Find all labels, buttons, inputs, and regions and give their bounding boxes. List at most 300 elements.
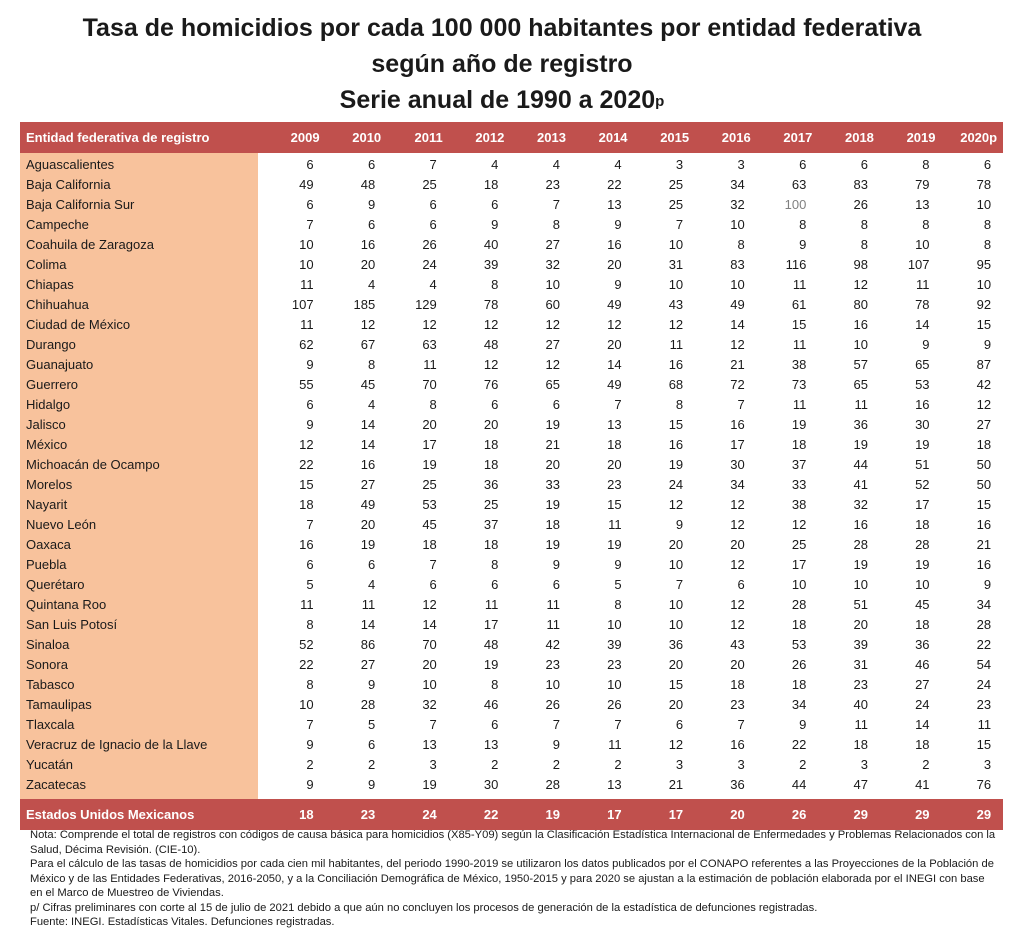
rate-cell: 16 <box>668 437 684 452</box>
table-row <box>20 155 1003 175</box>
rate-cell: 2 <box>491 757 499 772</box>
rate-cell: 11 <box>792 277 807 292</box>
rate-cell: 18 <box>791 677 807 692</box>
table-row <box>20 635 1003 655</box>
rate-cell: 12 <box>976 397 992 412</box>
rate-cell: 34 <box>791 697 807 712</box>
rate-cell: 11 <box>608 517 622 532</box>
entity-name-cell: Oaxaca <box>20 535 258 555</box>
rate-cell: 23 <box>730 697 745 712</box>
rate-cell: 8 <box>983 217 992 232</box>
rate-cell: 6 <box>429 197 437 212</box>
rate-cell: 22 <box>607 177 622 192</box>
rate-cell: 45 <box>360 377 376 392</box>
rate-cell: 23 <box>545 657 560 672</box>
entity-name-cell: Jalisco <box>20 415 258 435</box>
rate-cell: 6 <box>491 577 499 592</box>
entity-name-cell: Guanajuato <box>20 355 258 375</box>
rate-cell: 11 <box>546 597 560 612</box>
rate-cell: 21 <box>976 537 992 552</box>
rate-cell: 11 <box>300 597 314 612</box>
rate-cell: 26 <box>791 657 807 672</box>
rate-cell: 9 <box>306 357 314 372</box>
rate-cell: 20 <box>545 457 560 472</box>
rate-cell: 18 <box>422 537 437 552</box>
rate-cell: 10 <box>730 217 745 232</box>
total-rate-cell: 29 <box>915 807 930 822</box>
rate-cell: 18 <box>915 517 930 532</box>
rate-cell: 8 <box>367 357 376 372</box>
total-rate-cell: 29 <box>976 807 992 822</box>
rate-cell: 15 <box>607 497 622 512</box>
rate-cell: 14 <box>360 417 376 432</box>
rate-cell: 20 <box>668 697 684 712</box>
rate-cell: 11 <box>916 277 930 292</box>
table-row <box>20 315 1003 335</box>
rate-cell: 7 <box>429 157 437 172</box>
table-row <box>20 335 1003 355</box>
total-rate-cell: 22 <box>483 807 499 822</box>
rate-cell: 15 <box>668 677 684 692</box>
rate-cell: 7 <box>675 577 684 592</box>
rate-cell: 25 <box>422 177 437 192</box>
total-rate-cell: 19 <box>545 807 560 822</box>
rate-cell: 50 <box>976 457 992 472</box>
rate-cell: 3 <box>983 757 992 772</box>
rate-cell: 19 <box>545 417 560 432</box>
rate-cell: 12 <box>730 517 745 532</box>
rate-cell: 30 <box>730 457 745 472</box>
total-rate-cell: 18 <box>299 807 314 822</box>
rate-cell: 6 <box>306 557 314 572</box>
rate-cell: 7 <box>614 717 622 732</box>
rate-cell: 12 <box>730 617 745 632</box>
rate-cell: 12 <box>668 737 684 752</box>
table-row <box>20 195 1003 215</box>
rate-cell: 13 <box>607 417 622 432</box>
rate-cell: 12 <box>853 277 868 292</box>
rate-cell: 36 <box>730 777 745 792</box>
rate-cell: 98 <box>853 257 868 272</box>
rate-cell: 7 <box>552 717 560 732</box>
rate-cell: 87 <box>976 357 992 372</box>
rate-cell: 70 <box>422 637 437 652</box>
rate-cell: 12 <box>791 517 807 532</box>
table-row <box>20 715 1003 735</box>
rate-cell: 20 <box>853 617 868 632</box>
rate-cell: 4 <box>552 157 560 172</box>
header-year-cell: 2014 <box>598 130 628 145</box>
rate-cell: 20 <box>607 337 622 352</box>
rate-cell: 30 <box>483 777 499 792</box>
rate-cell: 27 <box>360 657 376 672</box>
rate-cell: 185 <box>353 297 376 312</box>
rate-cell: 14 <box>730 317 745 332</box>
rate-cell: 10 <box>853 337 868 352</box>
rate-cell: 9 <box>799 237 807 252</box>
entity-name-cell: Tabasco <box>20 675 258 695</box>
table-row <box>20 415 1003 435</box>
rate-cell: 4 <box>429 277 437 292</box>
rate-cell: 9 <box>799 717 807 732</box>
rate-cell: 11 <box>792 337 807 352</box>
rate-cell: 42 <box>545 637 560 652</box>
rate-cell: 18 <box>299 497 314 512</box>
rate-cell: 8 <box>614 597 622 612</box>
entity-name-cell: México <box>20 435 258 455</box>
rate-cell: 10 <box>607 677 622 692</box>
entity-name-cell: Quintana Roo <box>20 595 258 615</box>
rate-cell: 22 <box>299 457 314 472</box>
rate-cell: 7 <box>737 717 745 732</box>
rate-cell: 11 <box>977 717 992 732</box>
rate-cell: 28 <box>853 537 868 552</box>
rate-cell: 10 <box>668 277 684 292</box>
rate-cell: 5 <box>614 577 622 592</box>
rate-cell: 46 <box>915 657 930 672</box>
rate-cell: 4 <box>367 277 376 292</box>
rate-cell: 73 <box>791 377 807 392</box>
rate-cell: 24 <box>976 677 992 692</box>
rate-cell: 83 <box>730 257 745 272</box>
rate-cell: 6 <box>675 717 684 732</box>
total-label: Estados Unidos Mexicanos <box>26 807 195 822</box>
rate-cell: 2 <box>614 757 622 772</box>
entity-name-cell: Durango <box>20 335 258 355</box>
rate-cell: 31 <box>853 657 868 672</box>
rate-cell: 7 <box>675 217 684 232</box>
rate-cell: 21 <box>668 777 684 792</box>
rate-cell: 22 <box>791 737 807 752</box>
rate-cell: 8 <box>799 217 807 232</box>
rate-cell: 4 <box>614 157 622 172</box>
table-row <box>20 655 1003 675</box>
table-row <box>20 755 1003 775</box>
title-line-3 <box>0 82 1004 118</box>
rate-cell: 15 <box>791 317 807 332</box>
rate-cell: 107 <box>291 297 314 312</box>
rate-cell: 100 <box>784 197 807 212</box>
rate-cell: 10 <box>668 617 684 632</box>
table-row <box>20 575 1003 595</box>
rate-cell: 9 <box>491 217 499 232</box>
rate-cell: 7 <box>306 517 314 532</box>
rate-cell: 6 <box>552 577 560 592</box>
rate-cell: 14 <box>360 437 376 452</box>
rate-cell: 6 <box>737 577 745 592</box>
rate-cell: 6 <box>552 397 560 412</box>
rate-cell: 27 <box>545 337 560 352</box>
rate-cell: 10 <box>299 697 314 712</box>
table-row <box>20 375 1003 395</box>
total-rate-cell: 20 <box>730 807 745 822</box>
rate-cell: 19 <box>915 557 930 572</box>
entity-name-cell: Chihuahua <box>20 295 258 315</box>
rate-cell: 17 <box>483 617 499 632</box>
rate-cell: 6 <box>799 157 807 172</box>
total-rate-cell: 17 <box>668 807 684 822</box>
note-paragraph: Para el cálculo de las tasas de homicidios por cada cien mil habitantes, del periodo 1990-2019 se utilizaron los datos publicados por el CONAPO referentes a las Proyecciones de la Población de México y de las Entidades Federativas, 2016-2050, y a la Conciliación Demográfica de México, 1950-2015 y para 2020 se ajustan a la estimación de población elaborada por el INEGI con base en el Marco de Muestreo de Viviendas. <box>30 858 994 899</box>
rate-cell: 9 <box>983 337 992 352</box>
rate-cell: 32 <box>730 197 745 212</box>
table-row <box>20 695 1003 715</box>
rate-cell: 49 <box>360 497 376 512</box>
rate-cell: 16 <box>607 237 622 252</box>
rate-cell: 9 <box>922 337 930 352</box>
homicide-rate-table <box>20 122 1003 830</box>
rate-cell: 49 <box>730 297 745 312</box>
rate-cell: 80 <box>853 297 868 312</box>
rate-cell: 13 <box>607 777 622 792</box>
rate-cell: 13 <box>422 737 437 752</box>
rate-cell: 33 <box>791 477 807 492</box>
rate-cell: 78 <box>915 297 930 312</box>
rate-cell: 21 <box>545 437 560 452</box>
table-row <box>20 775 1003 795</box>
rate-cell: 23 <box>976 697 992 712</box>
rate-cell: 23 <box>607 657 622 672</box>
rate-cell: 9 <box>306 737 314 752</box>
entity-name-cell: Baja California Sur <box>20 195 258 215</box>
rate-cell: 6 <box>367 217 376 232</box>
rate-cell: 10 <box>915 577 930 592</box>
rate-cell: 36 <box>915 637 930 652</box>
rate-cell: 41 <box>853 477 868 492</box>
rate-cell: 25 <box>668 197 684 212</box>
rate-cell: 19 <box>422 777 437 792</box>
rate-cell: 52 <box>915 477 930 492</box>
rate-cell: 63 <box>422 337 437 352</box>
rate-cell: 2 <box>552 757 560 772</box>
rate-cell: 31 <box>668 257 684 272</box>
rate-cell: 18 <box>791 617 807 632</box>
rate-cell: 13 <box>915 197 930 212</box>
rate-cell: 65 <box>915 357 930 372</box>
rate-cell: 18 <box>545 517 560 532</box>
table-row <box>20 495 1003 515</box>
rate-cell: 44 <box>853 457 868 472</box>
rate-cell: 9 <box>552 737 560 752</box>
rate-cell: 49 <box>299 177 314 192</box>
table-row <box>20 295 1003 315</box>
rate-cell: 9 <box>306 417 314 432</box>
title-line-2: según año de registro <box>371 50 633 78</box>
rate-cell: 20 <box>607 257 622 272</box>
rate-cell: 19 <box>668 457 684 472</box>
rate-cell: 20 <box>607 457 622 472</box>
rate-cell: 51 <box>853 597 868 612</box>
rate-cell: 10 <box>976 197 992 212</box>
rate-cell: 12 <box>545 357 560 372</box>
entity-name-cell: Nuevo León <box>20 515 258 535</box>
rate-cell: 8 <box>860 217 868 232</box>
rate-cell: 53 <box>422 497 437 512</box>
rate-cell: 76 <box>483 377 499 392</box>
rate-cell: 12 <box>360 317 376 332</box>
header-year-cell: 2019 <box>906 130 936 145</box>
table-row <box>20 175 1003 195</box>
table-row <box>20 675 1003 695</box>
rate-cell: 116 <box>785 257 807 272</box>
entity-name-cell: Sinaloa <box>20 635 258 655</box>
rate-cell: 19 <box>545 497 560 512</box>
rate-cell: 50 <box>976 477 992 492</box>
entity-name-cell: Campeche <box>20 215 258 235</box>
rate-cell: 42 <box>976 377 992 392</box>
entity-name-cell: Tamaulipas <box>20 695 258 715</box>
rate-cell: 6 <box>491 397 499 412</box>
table-row <box>20 275 1003 295</box>
entity-name-cell: Guerrero <box>20 375 258 395</box>
rate-cell: 16 <box>976 557 992 572</box>
rate-cell: 3 <box>429 757 437 772</box>
rate-cell: 78 <box>483 297 499 312</box>
rate-cell: 19 <box>360 537 376 552</box>
rate-cell: 17 <box>730 437 745 452</box>
rate-cell: 25 <box>483 497 499 512</box>
rate-cell: 3 <box>737 157 745 172</box>
entity-name-cell: Sonora <box>20 655 258 675</box>
rate-cell: 39 <box>853 637 868 652</box>
rate-cell: 39 <box>483 257 499 272</box>
rate-cell: 17 <box>422 437 437 452</box>
rate-cell: 21 <box>730 357 745 372</box>
rate-cell: 5 <box>306 577 314 592</box>
rate-cell: 12 <box>730 337 745 352</box>
total-rate-cell: 23 <box>360 807 376 822</box>
rate-cell: 8 <box>860 237 868 252</box>
entity-name-cell: Veracruz de Ignacio de la Llave <box>20 735 258 755</box>
rate-cell: 8 <box>491 677 499 692</box>
rate-cell: 18 <box>915 737 930 752</box>
rate-cell: 12 <box>299 437 314 452</box>
rate-cell: 11 <box>608 737 622 752</box>
rate-cell: 10 <box>668 237 684 252</box>
rate-cell: 44 <box>791 777 807 792</box>
rate-cell: 52 <box>299 637 314 652</box>
header-year-cell: 2015 <box>660 130 690 145</box>
title-superscript: p <box>655 93 665 110</box>
rate-cell: 26 <box>545 697 560 712</box>
rate-cell: 27 <box>360 477 376 492</box>
rate-cell: 23 <box>853 677 868 692</box>
rate-cell: 62 <box>299 337 314 352</box>
rate-cell: 38 <box>791 497 807 512</box>
rate-cell: 24 <box>668 477 684 492</box>
rate-cell: 8 <box>983 237 992 252</box>
rate-cell: 36 <box>853 417 868 432</box>
title-line-1: Tasa de homicidios por cada 100 000 habitantes por entidad federativa <box>82 14 922 42</box>
table-row <box>20 355 1003 375</box>
rate-cell: 9 <box>552 557 560 572</box>
rate-cell: 47 <box>853 777 868 792</box>
rate-cell: 8 <box>306 617 314 632</box>
rate-cell: 9 <box>367 777 376 792</box>
header-year-cell: 2012 <box>475 130 505 145</box>
rate-cell: 65 <box>853 377 868 392</box>
rate-cell: 12 <box>730 557 745 572</box>
rate-cell: 6 <box>367 557 376 572</box>
rate-cell: 8 <box>429 397 437 412</box>
rate-cell: 12 <box>422 597 437 612</box>
rate-cell: 2 <box>799 757 807 772</box>
rate-cell: 12 <box>607 317 622 332</box>
rate-cell: 6 <box>306 157 314 172</box>
rate-cell: 8 <box>491 557 499 572</box>
rate-cell: 20 <box>360 257 376 272</box>
rate-cell: 7 <box>614 397 622 412</box>
rate-cell: 68 <box>668 377 684 392</box>
rate-cell: 34 <box>730 477 745 492</box>
rate-cell: 36 <box>483 477 499 492</box>
table-row <box>20 475 1003 495</box>
rate-cell: 16 <box>853 317 868 332</box>
rate-cell: 41 <box>915 777 930 792</box>
rate-cell: 12 <box>668 497 684 512</box>
table-row <box>20 535 1003 555</box>
rate-cell: 20 <box>483 417 499 432</box>
rate-cell: 11 <box>484 597 499 612</box>
rate-cell: 6 <box>860 157 868 172</box>
rate-cell: 16 <box>730 737 745 752</box>
rate-cell: 67 <box>360 337 376 352</box>
rate-cell: 57 <box>853 357 868 372</box>
rate-cell: 53 <box>791 637 807 652</box>
header-year-cell: 2018 <box>844 130 874 145</box>
rate-cell: 18 <box>607 437 622 452</box>
rate-cell: 45 <box>915 597 930 612</box>
rate-cell: 6 <box>367 737 376 752</box>
rate-cell: 11 <box>423 357 437 372</box>
rate-cell: 54 <box>976 657 992 672</box>
rate-cell: 20 <box>360 517 376 532</box>
rate-cell: 26 <box>607 697 622 712</box>
rate-cell: 19 <box>853 437 868 452</box>
rate-cell: 10 <box>791 577 807 592</box>
rate-cell: 63 <box>791 177 807 192</box>
rate-cell: 6 <box>367 157 376 172</box>
entity-name-cell: Baja California <box>20 175 258 195</box>
rate-cell: 25 <box>791 537 807 552</box>
rate-cell: 36 <box>668 637 684 652</box>
rate-cell: 4 <box>367 577 376 592</box>
rate-cell: 9 <box>675 517 684 532</box>
rate-cell: 20 <box>422 417 437 432</box>
rate-cell: 4 <box>367 397 376 412</box>
rate-cell: 10 <box>545 277 560 292</box>
rate-cell: 60 <box>545 297 560 312</box>
rate-cell: 37 <box>483 517 499 532</box>
rate-cell: 10 <box>299 257 314 272</box>
rate-cell: 7 <box>552 197 560 212</box>
rate-cell: 12 <box>483 357 499 372</box>
entity-name-cell: Puebla <box>20 555 258 575</box>
note-paragraph: Fuente: INEGI. Estadísticas Vitales. Defunciones registradas. <box>30 916 335 928</box>
table-row <box>20 435 1003 455</box>
table-row <box>20 555 1003 575</box>
rate-cell: 49 <box>607 377 622 392</box>
rate-cell: 34 <box>976 597 992 612</box>
rate-cell: 27 <box>915 677 930 692</box>
rate-cell: 16 <box>360 237 376 252</box>
rate-cell: 70 <box>422 377 437 392</box>
rate-cell: 92 <box>976 297 992 312</box>
rate-cell: 13 <box>607 197 622 212</box>
rate-cell: 22 <box>299 657 314 672</box>
rate-cell: 19 <box>915 437 930 452</box>
rate-cell: 43 <box>668 297 684 312</box>
rate-cell: 9 <box>306 777 314 792</box>
